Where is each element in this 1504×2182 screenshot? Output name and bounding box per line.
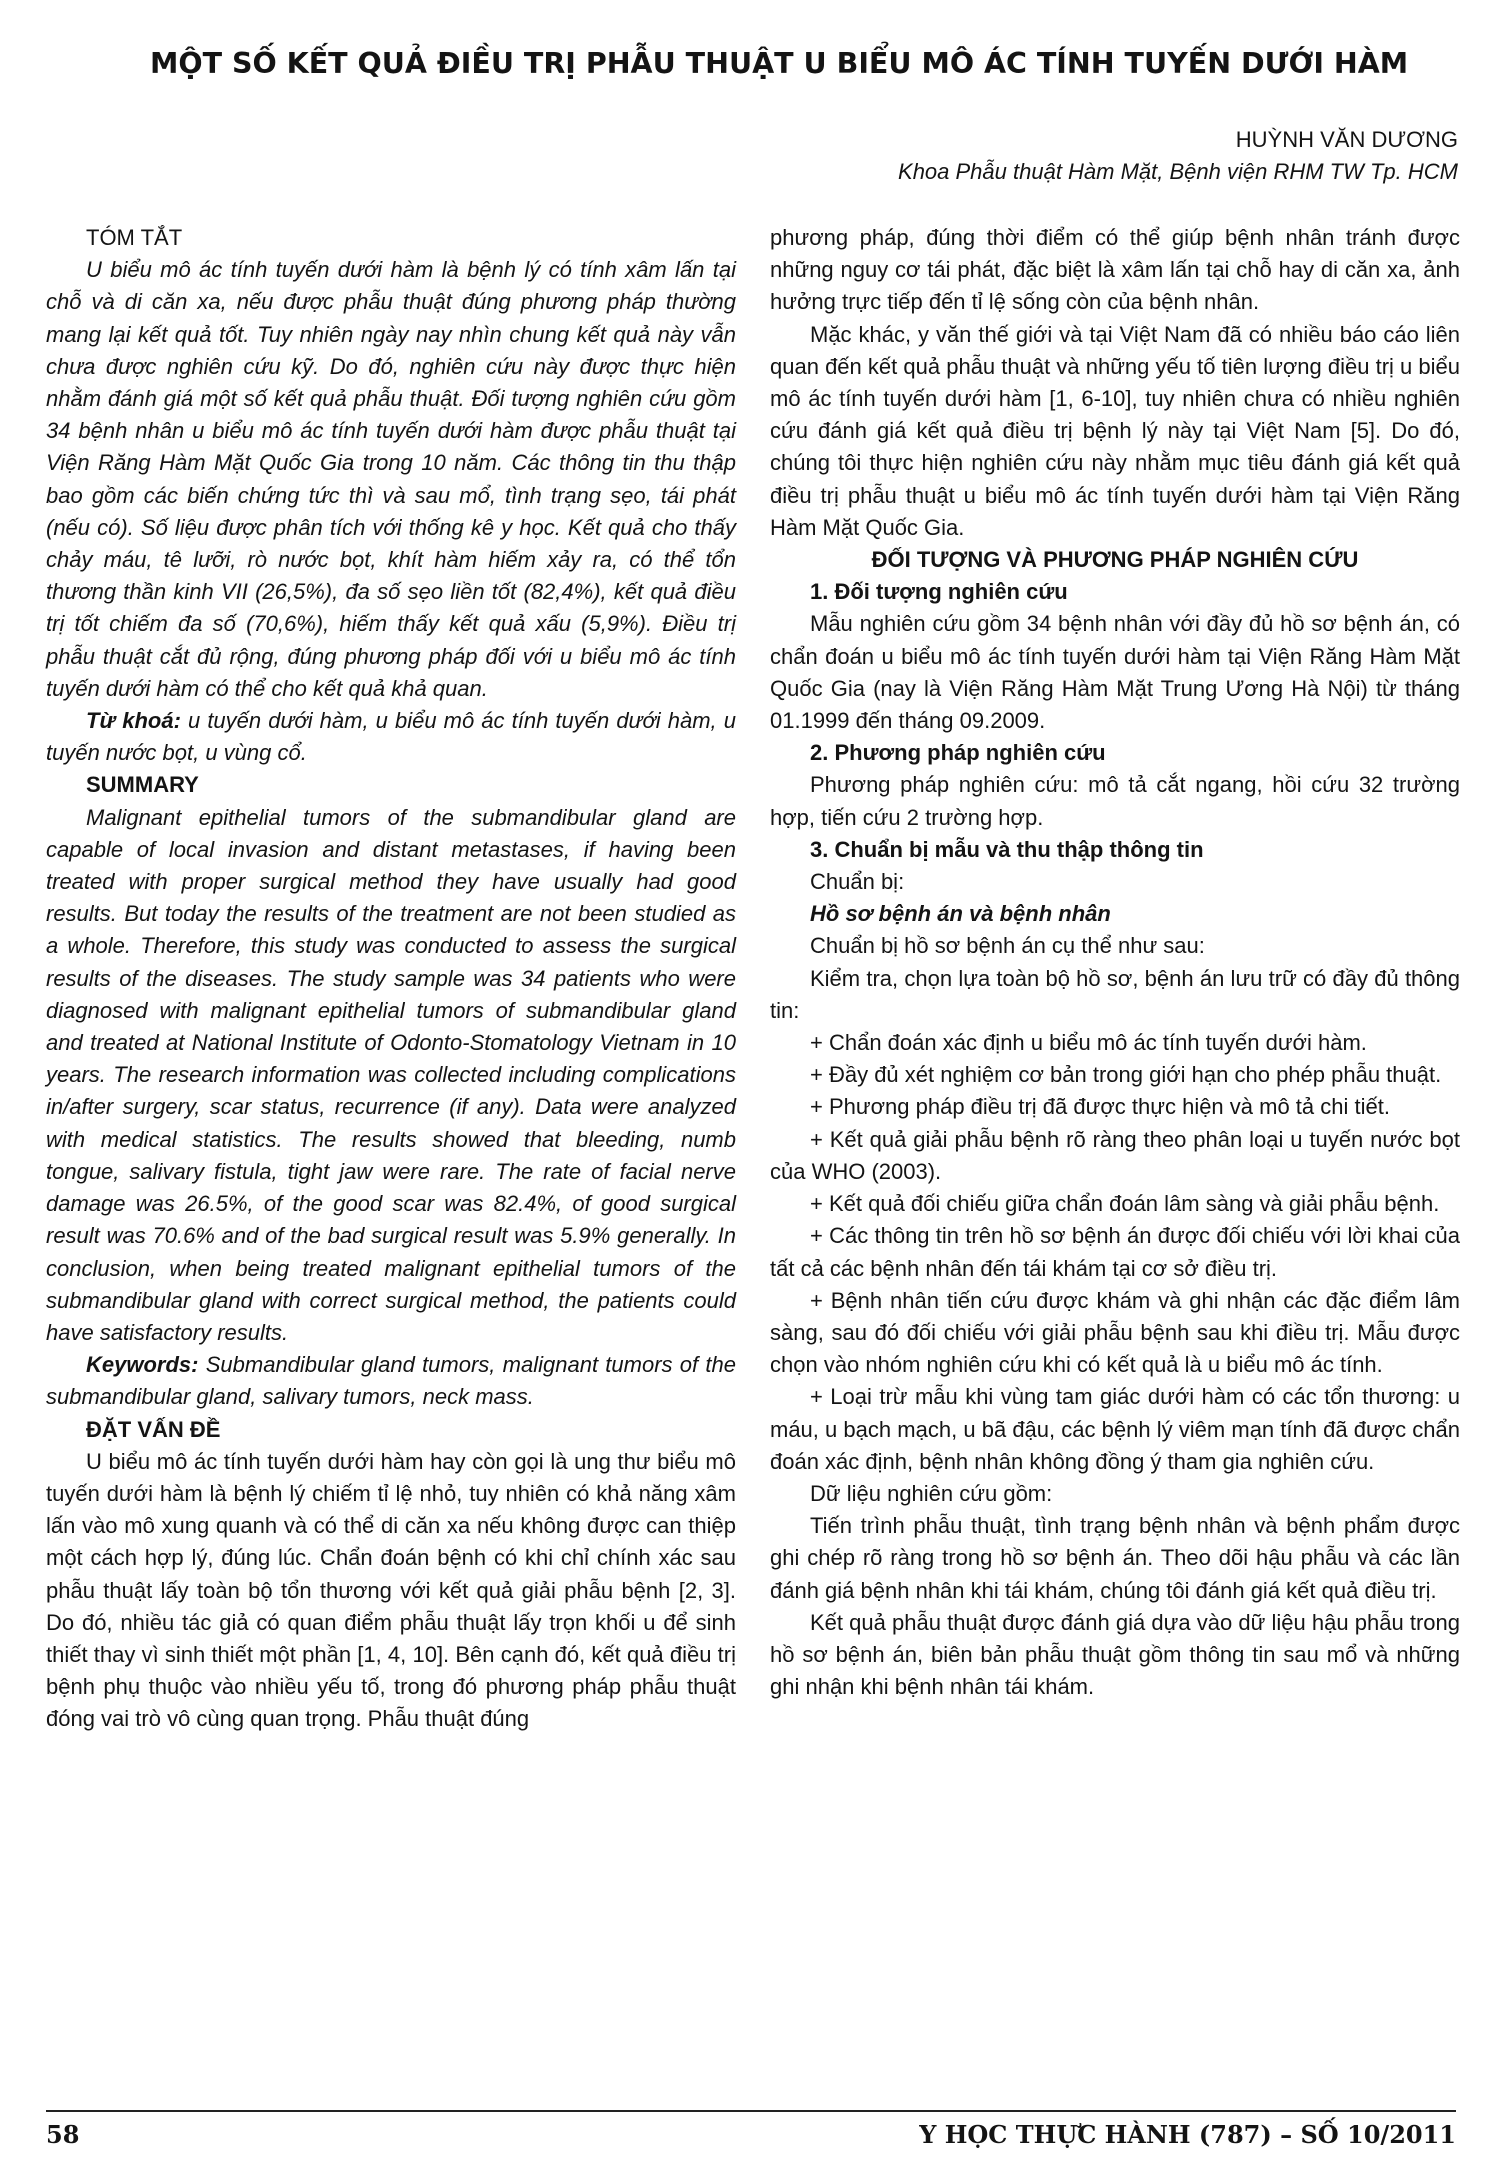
preparation-label: Chuẩn bị: xyxy=(810,869,905,895)
keywords-en-text: Submandibular gland tumors, malignant tumors of the submandibular gland, salivary tumors, neck mass. xyxy=(46,1352,736,1410)
author-affiliation: Khoa Phẫu thuật Hàm Mặt, Bệnh viện RHM TW Tp. HCM xyxy=(898,159,1458,184)
results-evaluation: Kết quả phẫu thuật được đánh giá dựa vào dữ liệu hậu phẫu trong hồ sơ bệnh án, biên bản phẫu thuật gồm thông tin sau mổ và những ghi nhận khi bệnh nhân tái khám. xyxy=(770,1609,1460,1700)
records-intro: Chuẩn bị hồ sơ bệnh án cụ thể như sau: xyxy=(810,933,1205,959)
subjects-heading: 1. Đối tượng nghiên cứu xyxy=(810,579,1068,605)
keywords-en xyxy=(46,1349,736,1413)
criterion-item: + Phương pháp điều trị đã được thực hiện và mô tả chi tiết. xyxy=(810,1094,1390,1120)
journal-name: Y HỌC THỰC HÀNH (787) – SỐ 10/2011 xyxy=(919,2120,1456,2149)
method-body: Phương pháp nghiên cứu: mô tả cắt ngang, hồi cứu 32 trường hợp, tiến cứu 2 trường hợp. xyxy=(770,772,1460,830)
criterion-item: + Các thông tin trên hồ sơ bệnh án được đối chiếu với lời khai của tất cả các bệnh nhân đến tái khám tại cơ sở điều trị. xyxy=(770,1223,1460,1281)
keywords-vi-text: u tuyến dưới hàm, u biểu mô ác tính tuyến dưới hàm, u tuyến nước bọt, u vùng cổ. xyxy=(46,708,736,766)
criterion-item: + Bệnh nhân tiến cứu được khám và ghi nhận các đặc điểm lâm sàng, sau đó đối chiếu với giải phẫu bệnh sau khi điều trị. Mẫu được chọn vào nhóm nghiên cứu khi có kết quả là u biểu mô ác tính. xyxy=(770,1287,1460,1378)
criterion-item: + Đầy đủ xét nghiệm cơ bản trong giới hạn cho phép phẫu thuật. xyxy=(810,1062,1442,1088)
introduction-body: U biểu mô ác tính tuyến dưới hàm hay còn gọi là ung thư biểu mô tuyến dưới hàm là bệnh lý chiếm tỉ lệ nhỏ, tuy nhiên có khả năng xâm lấn vào mô xung quanh và có thể di căn xa nếu không được can thiệp một cách hợp lý, đúng lúc. Chẩn đoán bệnh có khi chỉ chính xác sau phẫu thuật lấy toàn bộ tổn thương với kết quả giải phẫu bệnh [2, 3]. Do đó, nhiều tác giả có quan điểm phẫu thuật lấy trọn khối u để sinh thiết thay vì sinh thiết một phần [1, 4, 10]. Bên cạnh đó, kết quả điều trị bệnh phụ thuộc vào nhiều yếu tố, trong đó phương pháp phẫu thuật đóng vai trò vô cùng quan trọng. Phẫu thuật đúng xyxy=(46,1448,736,1732)
method-heading: 2. Phương pháp nghiên cứu xyxy=(810,740,1106,766)
keywords-en-label: Keywords: xyxy=(86,1352,199,1378)
data-heading: Dữ liệu nghiên cứu gồm: xyxy=(810,1480,1053,1506)
criterion-item: + Kết quả giải phẫu bệnh rõ ràng theo phân loại u tuyến nước bọt của WHO (2003). xyxy=(770,1126,1460,1184)
author-name: HUỲNH VĂN DƯƠNG xyxy=(1235,127,1458,152)
summary-heading: SUMMARY xyxy=(86,772,199,798)
abstract-heading: TÓM TẮT xyxy=(86,225,183,250)
criterion-item: + Loại trừ mẫu khi vùng tam giác dưới hàm có các tổn thương: u máu, u bạch mạch, u bã đậu, các bệnh lý viêm mạn tính đã được chẩn đoán xác định, bệnh nhân không đồng ý tham gia nghiên cứu. xyxy=(770,1384,1460,1474)
records-check: Kiểm tra, chọn lựa toàn bộ hồ sơ, bệnh án lưu trữ có đầy đủ thông tin: xyxy=(770,965,1460,1023)
footer-divider xyxy=(46,2110,1456,2112)
records-heading: Hồ sơ bệnh án và bệnh nhân xyxy=(810,901,1111,927)
left-column xyxy=(46,222,736,1736)
abstract-vi-body: U biểu mô ác tính tuyến dưới hàm là bệnh lý có tính xâm lấn tại chỗ và di căn xa, nếu được phẫu thuật đúng phương pháp thường mang lại kết quả tốt. Tuy nhiên ngày nay nhìn chung kết quả này vẫn chưa được nghiên cứu kỹ. Do đó, nghiên cứu này được thực hiện nhằm đánh giá một số kết quả phẫu thuật. Đối tượng nghiên cứu gồm 34 bệnh nhân u biểu mô ác tính tuyến dưới hàm được phẫu thuật tại Viện Răng Hàm Mặt Quốc Gia trong 10 năm. Các thông tin thu thập bao gồm các biến chứng tức thì và sau mổ, tình trạng sẹo, tái phát (nếu có). Số liệu được phân tích với thống kê y học. Kết quả cho thấy chảy máu, tê lưỡi, rò nước bọt, khít hàm hiếm xảy ra, có thể tổn thương thần kinh VII (26,5%), đa số sẹo liền tốt (82,4%), kết quả điều trị tốt chiếm đa số (70,6%), hiếm thấy kết quả xấu (5,9%). Điều trị phẫu thuật cắt đủ rộng, đúng phương pháp đối với u biểu mô ác tính tuyến dưới hàm có thể cho kết quả khả quan. xyxy=(46,257,736,701)
article-title: MỘT SỐ KẾT QUẢ ĐIỀU TRỊ PHẪU THUẬT U BIỂU MÔ ÁC TÍNH TUYẾN DƯỚI HÀM xyxy=(150,47,1409,80)
summary-en-body: Malignant epithelial tumors of the submandibular gland are capable of local invasion and distant metastases, if having been treated with proper surgical method they have usually had good results. But today the results of the treatment are not been studied as a whole. Therefore, this study was conducted to assess the surgical results of the diseases. The study sample was 34 patients who were diagnosed with malignant epithelial tumors of submandibular gland and treated at National Institute of Odonto-Stomatology Vietnam in 10 years. The research information was collected including complications in/after surgery, scar status, recurrence (if any). Data were analyzed with medical statistics. The results showed that bleeding, numb tongue, salivary fistula, tight jaw were rare. The rate of facial nerve damage was 26.5%, of the good scar was 82.4%, of good surgical result was 70.6% and of the bad surgical result was 5.9% generally. In conclusion, when being treated malignant epithelial tumors of the submandibular gland with correct surgical method, the patients could have satisfactory results. xyxy=(46,804,736,1345)
page-number: 58 xyxy=(46,2120,80,2149)
data-body: Tiến trình phẫu thuật, tình trạng bệnh nhân và bệnh phẩm được ghi chép rõ ràng trong hồ sơ bệnh án. Theo dõi hậu phẫu và các lần đánh giá bệnh nhân khi tái khám, chúng tôi đánh giá kết quả điều trị. xyxy=(770,1513,1460,1603)
right-column xyxy=(770,222,1460,1703)
methods-heading: ĐỐI TƯỢNG VÀ PHƯƠNG PHÁP NGHIÊN CỨU xyxy=(871,547,1359,573)
introduction-heading: ĐẶT VẤN ĐỀ xyxy=(86,1416,221,1442)
preparation-heading: 3. Chuẩn bị mẫu và thu thập thông tin xyxy=(810,836,1204,862)
keywords-vi-label: Từ khoá: xyxy=(86,708,181,734)
criterion-item: + Kết quả đối chiếu giữa chẩn đoán lâm sàng và giải phẫu bệnh. xyxy=(810,1191,1440,1217)
criterion-item: + Chẩn đoán xác định u biểu mô ác tính tuyến dưới hàm. xyxy=(810,1030,1367,1056)
subjects-body: Mẫu nghiên cứu gồm 34 bệnh nhân với đầy đủ hồ sơ bệnh án, có chẩn đoán u biểu mô ác tính tuyến dưới hàm tại Viện Răng Hàm Mặt Quốc Gia (nay là Viện Răng Hàm Mặt Trung Ương Hà Nội) từ tháng 01.1999 đến tháng 09.2009. xyxy=(770,611,1460,734)
author-block xyxy=(898,124,1458,188)
intro-paragraph-2: Mặc khác, y văn thế giới và tại Việt Nam đã có nhiều báo cáo liên quan đến kết quả phẫu thuật và những yếu tố tiên lượng điều trị u biểu mô ác tính tuyến dưới hàm [1, 6-10], tuy nhiên chưa có nhiều nghiên cứu đánh giá kết quả điều trị bệnh lý này tại Việt Nam [5]. Do đó, chúng tôi thực hiện nghiên cứu này nhằm mục tiêu đánh giá kết quả điều trị phẫu thuật u biểu mô ác tính tuyến dưới hàm tại Viện Răng Hàm Mặt Quốc Gia. xyxy=(770,321,1460,540)
intro-continued: phương pháp, đúng thời điểm có thể giúp bệnh nhân tránh được những nguy cơ tái phát, đặc biệt là xâm lấn tại chỗ hay di căn xa, ảnh hưởng trực tiếp đến tỉ lệ sống còn của bệnh nhân. xyxy=(770,225,1460,315)
keywords-vi xyxy=(46,705,736,769)
